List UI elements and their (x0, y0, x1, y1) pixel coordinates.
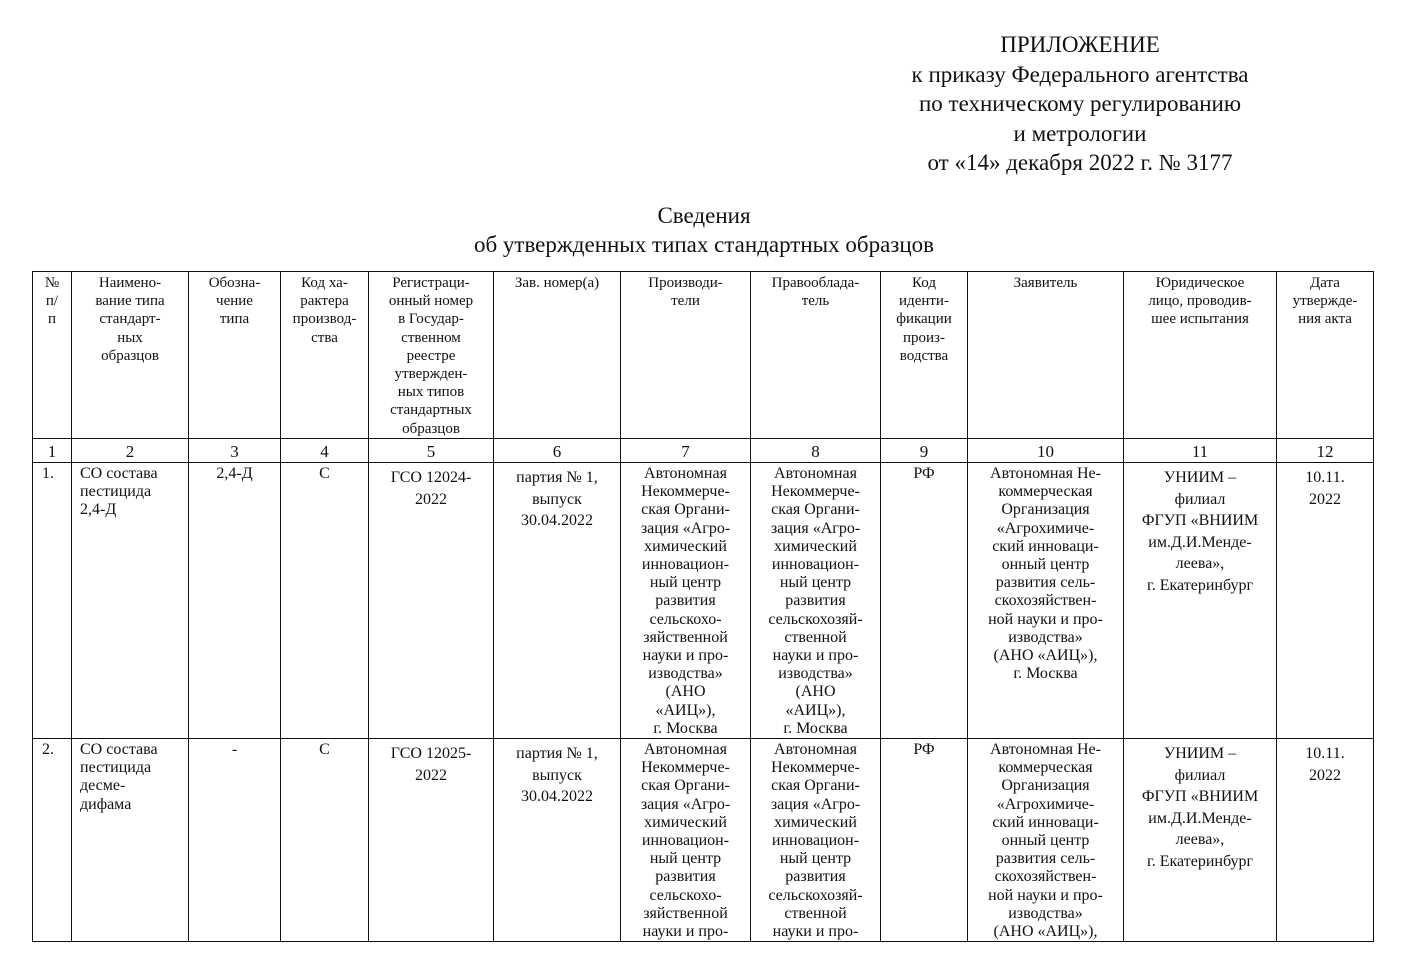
column-number: 6 (494, 439, 621, 463)
cell-text: ский инноваци- (992, 537, 1099, 555)
header-text: стандартных (390, 402, 472, 419)
cell-text: С (319, 465, 330, 482)
cell-text: 2022 (1309, 490, 1341, 508)
header-text: реестре (406, 347, 456, 364)
header-text: образцов (402, 420, 460, 437)
cell-text: ская Органи- (771, 777, 860, 795)
appendix-line: по техническому регулированию (918, 91, 1242, 116)
header-rights-holder (751, 272, 881, 439)
cell-text: филиал (1174, 766, 1226, 784)
cell-text: зация «Агро- (770, 795, 861, 813)
header-approval-date (1277, 272, 1374, 439)
appendix-line: от «14» декабря 2022 г. № 3177 (927, 150, 1233, 175)
header-text: Обозна- (208, 275, 261, 291)
cell-text: 2022 (1309, 766, 1341, 784)
cell-text: зация «Агро- (770, 519, 861, 537)
header-text: Правооблада- (771, 275, 860, 291)
cell-text: скохозяйствен- (994, 592, 1097, 610)
cell-text: РФ (913, 465, 935, 482)
cell-manufacturers (621, 463, 751, 739)
cell-text: Автономная (774, 741, 857, 759)
cell-text: Некоммерче- (771, 759, 860, 777)
header-text: Зав. номер(а) (514, 275, 600, 291)
cell-text: «Агрохимиче- (996, 795, 1095, 813)
cell-text: сельскохозяй- (768, 610, 863, 628)
appendix-line: ПРИЛОЖЕНИЕ (1000, 32, 1160, 57)
cell-sample-name (72, 463, 189, 739)
header-text: чение (216, 293, 253, 310)
header-text: Дата (1310, 275, 1340, 291)
cell-text: (АНО (665, 683, 706, 701)
cell-text: сельскохозяй- (768, 886, 863, 904)
cell-production-code (281, 463, 369, 739)
cell-manufacturers (621, 739, 751, 942)
header-text: п/ (45, 293, 59, 310)
cell-text: инновацион- (641, 832, 730, 850)
title-line: Сведения (657, 203, 751, 228)
cell-text: 2022 (415, 766, 447, 784)
appendix-header (860, 30, 1300, 178)
cell-text: СО состава (80, 465, 158, 482)
cell-text: пестицида (80, 759, 152, 777)
cell-text: леева», (1175, 831, 1225, 849)
header-text: онный номер (388, 293, 474, 310)
header-text: стандарт- (99, 311, 161, 328)
cell-text: леева», (1175, 555, 1225, 572)
column-number: 2 (72, 439, 189, 463)
header-text: образцов (101, 347, 159, 364)
header-index (33, 272, 72, 439)
cell-text: Организация (1001, 777, 1090, 795)
cell-text: развития (655, 592, 716, 610)
cell-text: развития (655, 868, 716, 886)
header-text: Код ха- (301, 275, 348, 291)
cell-approval-date (1277, 739, 1374, 942)
cell-text: ГСО 12024- (390, 469, 472, 486)
header-identification-code (881, 272, 968, 439)
header-text: произ- (903, 329, 945, 346)
cell-text: науки и про- (642, 923, 729, 941)
cell-registration-number (369, 463, 494, 739)
header-text: тели (671, 293, 700, 310)
cell-text: ГСО 12025- (390, 745, 472, 763)
standard-samples-table (32, 271, 1374, 942)
cell-text: филиал (1174, 490, 1226, 508)
cell-text: изводства» (1008, 628, 1083, 646)
cell-text: инновацион- (771, 556, 860, 574)
cell-text: г. Екатеринбург (1146, 576, 1254, 594)
header-text: утвержде- (1292, 293, 1358, 310)
cell-text: Некоммерче- (771, 483, 860, 501)
header-text: № (44, 275, 60, 291)
cell-text: ный центр (779, 574, 852, 592)
cell-serial-number (494, 463, 621, 739)
column-number: 3 (189, 439, 281, 463)
cell-text: Автономная (644, 465, 727, 482)
cell-text: зация «Агро- (640, 795, 731, 813)
header-text: ных (117, 329, 143, 346)
header-text: утвержден- (394, 366, 468, 383)
header-text: фикации (896, 311, 952, 328)
cell-text: «Агрохимиче- (996, 519, 1095, 537)
header-text: шее испытания (1151, 311, 1249, 328)
title-line: об утвержденных типах стандартных образцов (473, 232, 935, 257)
column-number: 5 (369, 439, 494, 463)
header-serial-number (494, 272, 621, 439)
header-text: типа (219, 311, 250, 328)
cell-text: г. Екатеринбург (1146, 852, 1254, 870)
header-text: ства (311, 329, 338, 346)
cell-text: 10.11. (1305, 469, 1345, 486)
cell-text: скохозяйствен- (994, 868, 1097, 886)
cell-text: им.Д.И.Менде- (1148, 809, 1252, 827)
cell-production-code (281, 739, 369, 942)
header-text: Наимено- (98, 275, 162, 291)
cell-serial-number (494, 739, 621, 942)
header-text: тель (801, 293, 830, 310)
cell-text: ственной (784, 904, 847, 922)
cell-text: химический (644, 813, 727, 831)
cell-testing-entity (1124, 463, 1277, 739)
cell-text: развития (785, 868, 846, 886)
header-text: Код (912, 275, 936, 291)
cell-text: ская Органи- (641, 501, 730, 519)
document-title (380, 201, 1028, 259)
column-number-row (33, 439, 1374, 463)
cell-text: ФГУП «ВНИИМ (1141, 512, 1259, 529)
header-text: п (47, 311, 57, 328)
header-sample-name (72, 272, 189, 439)
cell-text: 2,4-Д (80, 501, 117, 519)
cell-text: ный центр (649, 574, 722, 592)
cell-text: г. Москва (1013, 665, 1078, 683)
cell-text: коммерческая (998, 759, 1093, 777)
cell-text: выпуск (532, 490, 582, 508)
cell-text: ный центр (779, 850, 852, 868)
header-applicant (968, 272, 1124, 439)
cell-rights-holder (751, 463, 881, 739)
cell-text: г. Москва (783, 719, 848, 737)
header-text: ных типов (397, 384, 465, 401)
cell-text: (АНО «АИЦ»), (993, 923, 1098, 941)
cell-text: 2022 (415, 490, 447, 508)
cell-text: зяйственной (643, 628, 728, 646)
cell-registration-number (369, 739, 494, 942)
cell-text: изводства» (778, 665, 853, 683)
header-testing-entity (1124, 272, 1277, 439)
cell-text: развития сель- (995, 574, 1096, 592)
cell-text: 10.11. (1305, 745, 1345, 763)
cell-text: (АНО «АИЦ»), (993, 647, 1098, 665)
cell-text: зация «Агро- (640, 519, 731, 537)
cell-designation (189, 463, 281, 739)
header-manufacturers (621, 272, 751, 439)
cell-text: ский инноваци- (992, 813, 1099, 831)
cell-text: химический (774, 813, 857, 831)
cell-text: науки и про- (772, 647, 859, 665)
cell-text: онный центр (1001, 832, 1090, 850)
cell-text: г. Москва (653, 719, 718, 737)
cell-text: ФГУП «ВНИИМ (1141, 788, 1259, 806)
cell-text: ская Органи- (641, 777, 730, 795)
cell-text: 1. (42, 465, 54, 482)
cell-designation (189, 739, 281, 942)
cell-text: С (319, 741, 330, 759)
column-number: 11 (1124, 439, 1277, 463)
cell-identification-code (881, 739, 968, 942)
table-row (33, 463, 1374, 739)
cell-text: ной науки и про- (988, 886, 1103, 904)
header-text: Заявитель (1013, 275, 1078, 291)
cell-text: Автономная Не- (990, 741, 1101, 759)
header-text: Регистраци- (392, 275, 470, 291)
cell-text: ной науки и про- (988, 610, 1103, 628)
header-text: водства (899, 347, 949, 364)
cell-applicant (968, 463, 1124, 739)
table-row (33, 739, 1374, 942)
cell-text: дифама (80, 795, 132, 813)
cell-rights-holder (751, 739, 881, 942)
cell-text: химический (774, 537, 857, 555)
cell-text: химический (644, 537, 727, 555)
header-registration-number (369, 272, 494, 439)
header-row (33, 272, 1374, 439)
header-text: рактера (300, 293, 349, 310)
cell-text: (АНО (795, 683, 836, 701)
column-number: 10 (968, 439, 1124, 463)
header-text: в Государ- (398, 311, 464, 328)
appendix-line: и метрологии (1013, 120, 1147, 146)
header-text: производ- (292, 311, 357, 328)
cell-text: коммерческая (998, 483, 1093, 501)
column-number: 7 (621, 439, 751, 463)
cell-text: сельскохо- (649, 886, 722, 904)
column-number: 12 (1277, 439, 1374, 463)
cell-text: Автономная Не- (990, 465, 1101, 482)
cell-sample-name (72, 739, 189, 942)
cell-text: СО состава (80, 741, 158, 759)
cell-text: ственной (784, 628, 847, 646)
cell-text: науки и про- (642, 647, 729, 665)
cell-text: ный центр (649, 850, 722, 868)
header-text: Производи- (648, 275, 723, 291)
cell-text: - (231, 741, 238, 759)
cell-text: УНИИМ – (1163, 745, 1237, 763)
column-number: 8 (751, 439, 881, 463)
cell-text: партия № 1, (516, 745, 598, 763)
header-designation (189, 272, 281, 439)
cell-text: РФ (913, 741, 935, 759)
cell-text: изводства» (648, 665, 723, 683)
cell-text: УНИИМ – (1163, 469, 1237, 486)
cell-text: пестицида (80, 483, 152, 501)
cell-testing-entity (1124, 739, 1277, 942)
cell-identification-code (881, 463, 968, 739)
header-text: вание типа (95, 293, 165, 310)
cell-text: зяйственной (643, 904, 728, 922)
cell-text: 30.04.2022 (521, 512, 593, 529)
cell-text: развития (785, 592, 846, 610)
cell-text: ская Органи- (771, 501, 860, 519)
cell-text: 30.04.2022 (521, 788, 593, 806)
cell-index (33, 463, 72, 739)
cell-text: изводства» (1008, 904, 1083, 922)
cell-text: «АИЦ»), (785, 701, 846, 719)
cell-text: инновацион- (641, 556, 730, 574)
cell-text: выпуск (532, 766, 582, 784)
cell-text: инновацион- (771, 832, 860, 850)
cell-approval-date (1277, 463, 1374, 739)
cell-text: десме- (80, 777, 126, 795)
header-text: иденти- (899, 293, 949, 310)
cell-text: Автономная (774, 465, 857, 482)
column-number: 4 (281, 439, 369, 463)
cell-text: развития сель- (995, 850, 1096, 868)
cell-text: Автономная (644, 741, 727, 759)
cell-index (33, 739, 72, 942)
cell-text: 2. (42, 741, 54, 759)
header-text: ственном (401, 329, 461, 346)
cell-text: Некоммерче- (641, 483, 730, 501)
cell-text: 2,4-Д (216, 465, 253, 482)
cell-text: «АИЦ»), (655, 701, 716, 719)
header-production-code (281, 272, 369, 439)
cell-text: партия № 1, (516, 469, 598, 486)
column-number: 9 (881, 439, 968, 463)
cell-text: науки и про- (772, 923, 859, 941)
header-text: Юридическое (1155, 275, 1245, 291)
cell-applicant (968, 739, 1124, 942)
header-text: ния акта (1298, 311, 1352, 328)
cell-text: сельскохо- (649, 610, 722, 628)
cell-text: Некоммерче- (641, 759, 730, 777)
header-text: лицо, проводив- (1148, 293, 1252, 310)
cell-text: им.Д.И.Менде- (1148, 533, 1252, 551)
column-number: 1 (33, 439, 72, 463)
cell-text: онный центр (1001, 556, 1090, 574)
cell-text: Организация (1001, 501, 1090, 519)
appendix-line: к приказу Федерального агентства (911, 61, 1249, 87)
